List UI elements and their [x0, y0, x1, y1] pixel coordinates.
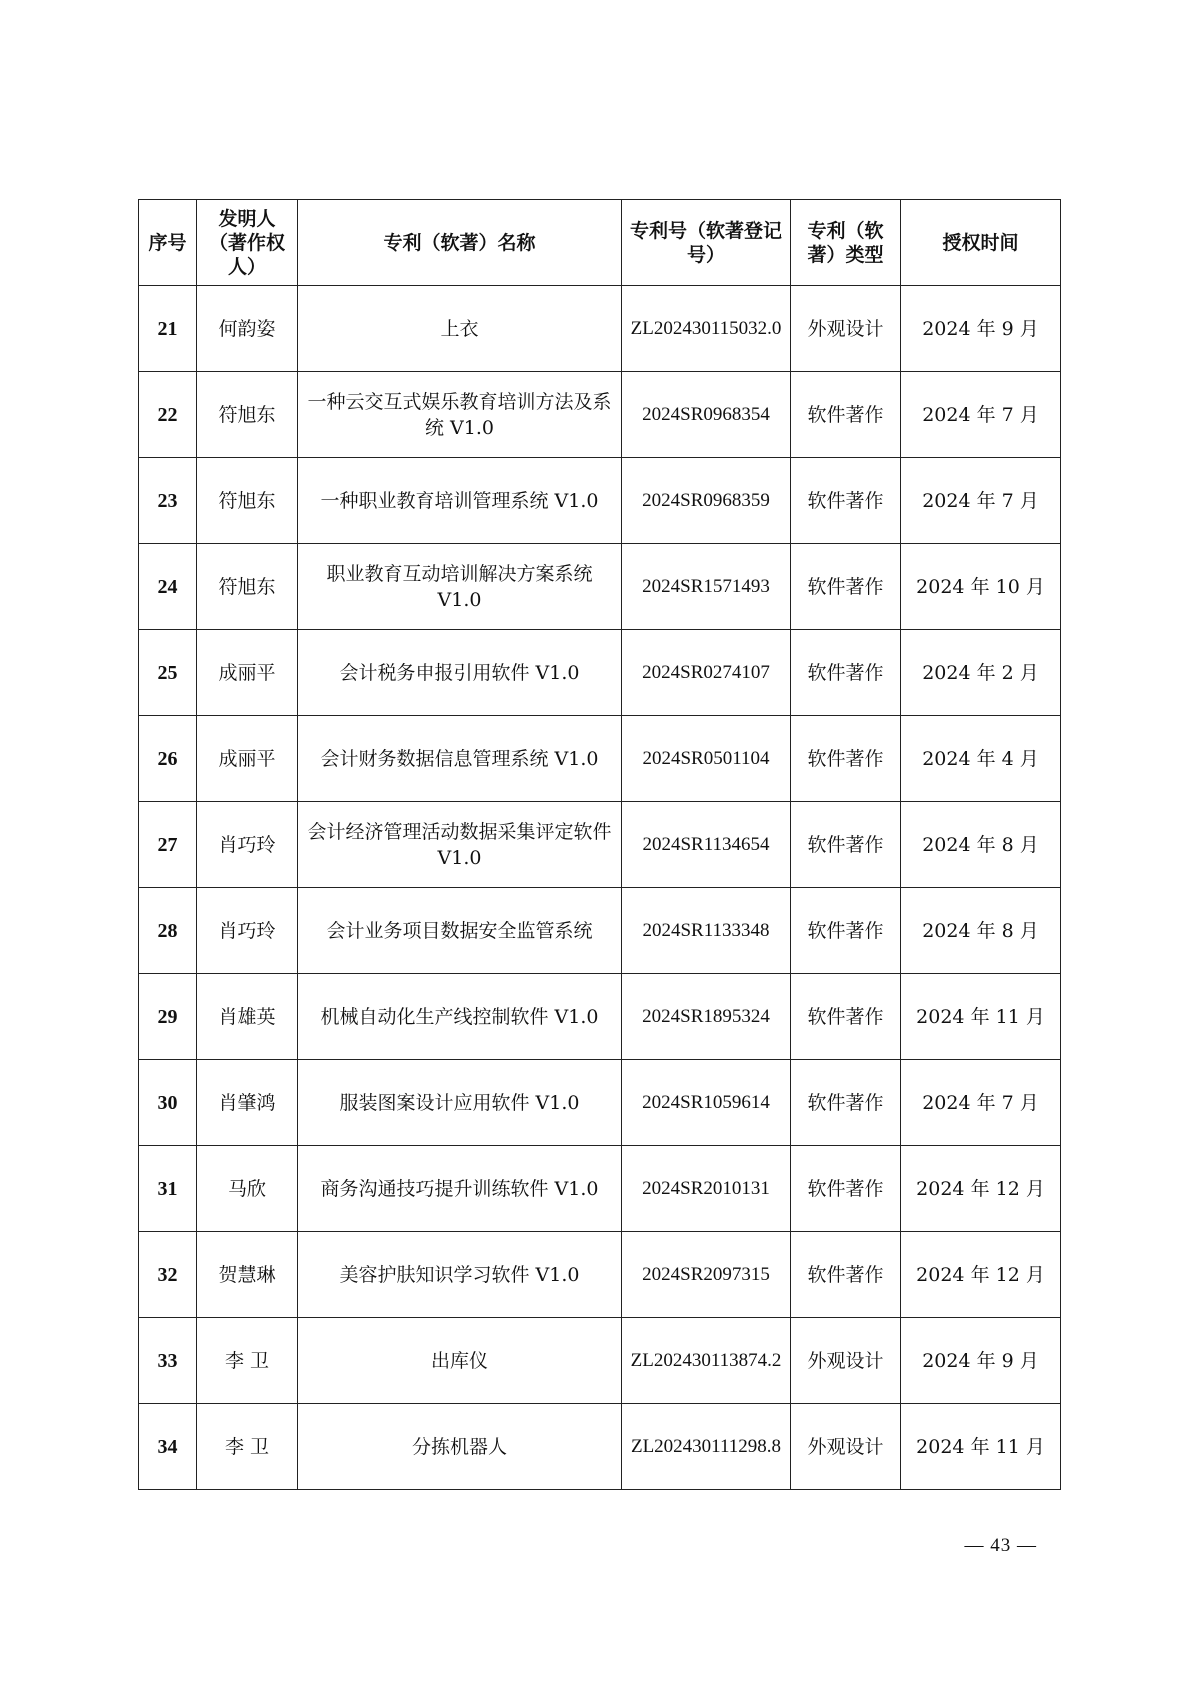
cell-serial-number: 24 — [139, 544, 197, 630]
table-header — [139, 200, 1061, 286]
table-row — [139, 802, 1061, 888]
table-row — [139, 544, 1061, 630]
header-row — [139, 200, 1061, 286]
header-grant-date: 授权时间 — [901, 200, 1061, 286]
cell-inventor: 成丽平 — [197, 630, 298, 716]
table-row — [139, 974, 1061, 1060]
cell-serial-number: 27 — [139, 802, 197, 888]
cell-patent-number: ZL202430113874.2 — [622, 1318, 791, 1404]
table-row — [139, 1404, 1061, 1490]
cell-patent-name: 会计经济管理活动数据采集评定软件 V1.0 — [298, 802, 622, 888]
cell-patent-number: 2024SR0274107 — [622, 630, 791, 716]
cell-patent-number: 2024SR2010131 — [622, 1146, 791, 1232]
table-row — [139, 1146, 1061, 1232]
cell-grant-date: 2024 年 2 月 — [901, 630, 1061, 716]
cell-inventor: 何韵姿 — [197, 286, 298, 372]
cell-grant-date: 2024 年 12 月 — [901, 1146, 1061, 1232]
cell-grant-date: 2024 年 7 月 — [901, 372, 1061, 458]
table-row — [139, 1318, 1061, 1404]
cell-grant-date: 2024 年 9 月 — [901, 1318, 1061, 1404]
cell-patent-type: 软件著作 — [791, 458, 901, 544]
cell-serial-number: 32 — [139, 1232, 197, 1318]
header-serial-number: 序号 — [139, 200, 197, 286]
table-row — [139, 888, 1061, 974]
cell-grant-date: 2024 年 10 月 — [901, 544, 1061, 630]
cell-patent-number: 2024SR1895324 — [622, 974, 791, 1060]
cell-inventor: 符旭东 — [197, 372, 298, 458]
cell-patent-name: 分拣机器人 — [298, 1404, 622, 1490]
table-row — [139, 286, 1061, 372]
cell-grant-date: 2024 年 8 月 — [901, 888, 1061, 974]
cell-serial-number: 34 — [139, 1404, 197, 1490]
cell-serial-number: 26 — [139, 716, 197, 802]
cell-inventor: 成丽平 — [197, 716, 298, 802]
cell-inventor: 肖肇鸿 — [197, 1060, 298, 1146]
cell-patent-type: 软件著作 — [791, 544, 901, 630]
patent-table — [138, 199, 1061, 1490]
cell-patent-type: 软件著作 — [791, 1232, 901, 1318]
cell-inventor: 贺慧琳 — [197, 1232, 298, 1318]
table-body — [139, 286, 1061, 1490]
cell-patent-name: 出库仪 — [298, 1318, 622, 1404]
cell-patent-number: 2024SR2097315 — [622, 1232, 791, 1318]
cell-serial-number: 29 — [139, 974, 197, 1060]
cell-patent-type: 软件著作 — [791, 372, 901, 458]
cell-patent-number: 2024SR1134654 — [622, 802, 791, 888]
cell-patent-number: 2024SR0501104 — [622, 716, 791, 802]
cell-grant-date: 2024 年 7 月 — [901, 458, 1061, 544]
cell-patent-number: 2024SR1059614 — [622, 1060, 791, 1146]
cell-patent-name: 会计业务项目数据安全监管系统 — [298, 888, 622, 974]
cell-patent-type: 软件著作 — [791, 802, 901, 888]
cell-inventor: 肖雄英 — [197, 974, 298, 1060]
cell-patent-name: 商务沟通技巧提升训练软件 V1.0 — [298, 1146, 622, 1232]
cell-inventor: 马欣 — [197, 1146, 298, 1232]
header-patent-number: 专利号（软著登记号） — [622, 200, 791, 286]
cell-patent-name: 机械自动化生产线控制软件 V1.0 — [298, 974, 622, 1060]
cell-serial-number: 25 — [139, 630, 197, 716]
cell-patent-type: 软件著作 — [791, 974, 901, 1060]
cell-inventor: 李 卫 — [197, 1318, 298, 1404]
cell-serial-number: 22 — [139, 372, 197, 458]
cell-patent-type: 外观设计 — [791, 1318, 901, 1404]
cell-inventor: 符旭东 — [197, 544, 298, 630]
cell-grant-date: 2024 年 8 月 — [901, 802, 1061, 888]
cell-patent-type: 软件著作 — [791, 1060, 901, 1146]
table-row — [139, 1232, 1061, 1318]
cell-serial-number: 21 — [139, 286, 197, 372]
cell-grant-date: 2024 年 4 月 — [901, 716, 1061, 802]
cell-inventor: 符旭东 — [197, 458, 298, 544]
table-row — [139, 372, 1061, 458]
table-row — [139, 630, 1061, 716]
cell-serial-number: 23 — [139, 458, 197, 544]
cell-patent-number: 2024SR0968359 — [622, 458, 791, 544]
cell-patent-number: ZL202430111298.8 — [622, 1404, 791, 1490]
cell-patent-name: 会计税务申报引用软件 V1.0 — [298, 630, 622, 716]
cell-patent-name: 一种云交互式娱乐教育培训方法及系统 V1.0 — [298, 372, 622, 458]
cell-patent-type: 外观设计 — [791, 286, 901, 372]
cell-grant-date: 2024 年 9 月 — [901, 286, 1061, 372]
cell-patent-type: 软件著作 — [791, 1146, 901, 1232]
cell-patent-type: 软件著作 — [791, 716, 901, 802]
cell-inventor: 肖巧玲 — [197, 888, 298, 974]
cell-patent-type: 软件著作 — [791, 630, 901, 716]
cell-patent-type: 软件著作 — [791, 888, 901, 974]
cell-patent-name: 职业教育互动培训解决方案系统 V1.0 — [298, 544, 622, 630]
cell-grant-date: 2024 年 11 月 — [901, 1404, 1061, 1490]
cell-serial-number: 30 — [139, 1060, 197, 1146]
cell-patent-name: 服装图案设计应用软件 V1.0 — [298, 1060, 622, 1146]
cell-inventor: 李 卫 — [197, 1404, 298, 1490]
cell-patent-name: 美容护肤知识学习软件 V1.0 — [298, 1232, 622, 1318]
cell-patent-type: 外观设计 — [791, 1404, 901, 1490]
cell-serial-number: 33 — [139, 1318, 197, 1404]
table-row — [139, 1060, 1061, 1146]
cell-patent-name: 上衣 — [298, 286, 622, 372]
table-row — [139, 716, 1061, 802]
page-number: — 43 — — [964, 1535, 1037, 1556]
cell-patent-number: ZL202430115032.0 — [622, 286, 791, 372]
cell-serial-number: 31 — [139, 1146, 197, 1232]
header-patent-name: 专利（软著）名称 — [298, 200, 622, 286]
cell-patent-name: 会计财务数据信息管理系统 V1.0 — [298, 716, 622, 802]
cell-patent-name: 一种职业教育培训管理系统 V1.0 — [298, 458, 622, 544]
header-patent-type: 专利（软著）类型 — [791, 200, 901, 286]
cell-inventor: 肖巧玲 — [197, 802, 298, 888]
cell-grant-date: 2024 年 12 月 — [901, 1232, 1061, 1318]
table-row — [139, 458, 1061, 544]
cell-grant-date: 2024 年 7 月 — [901, 1060, 1061, 1146]
cell-serial-number: 28 — [139, 888, 197, 974]
cell-patent-number: 2024SR1133348 — [622, 888, 791, 974]
header-inventor: 发明人（著作权人） — [197, 200, 298, 286]
cell-grant-date: 2024 年 11 月 — [901, 974, 1061, 1060]
cell-patent-number: 2024SR0968354 — [622, 372, 791, 458]
cell-patent-number: 2024SR1571493 — [622, 544, 791, 630]
